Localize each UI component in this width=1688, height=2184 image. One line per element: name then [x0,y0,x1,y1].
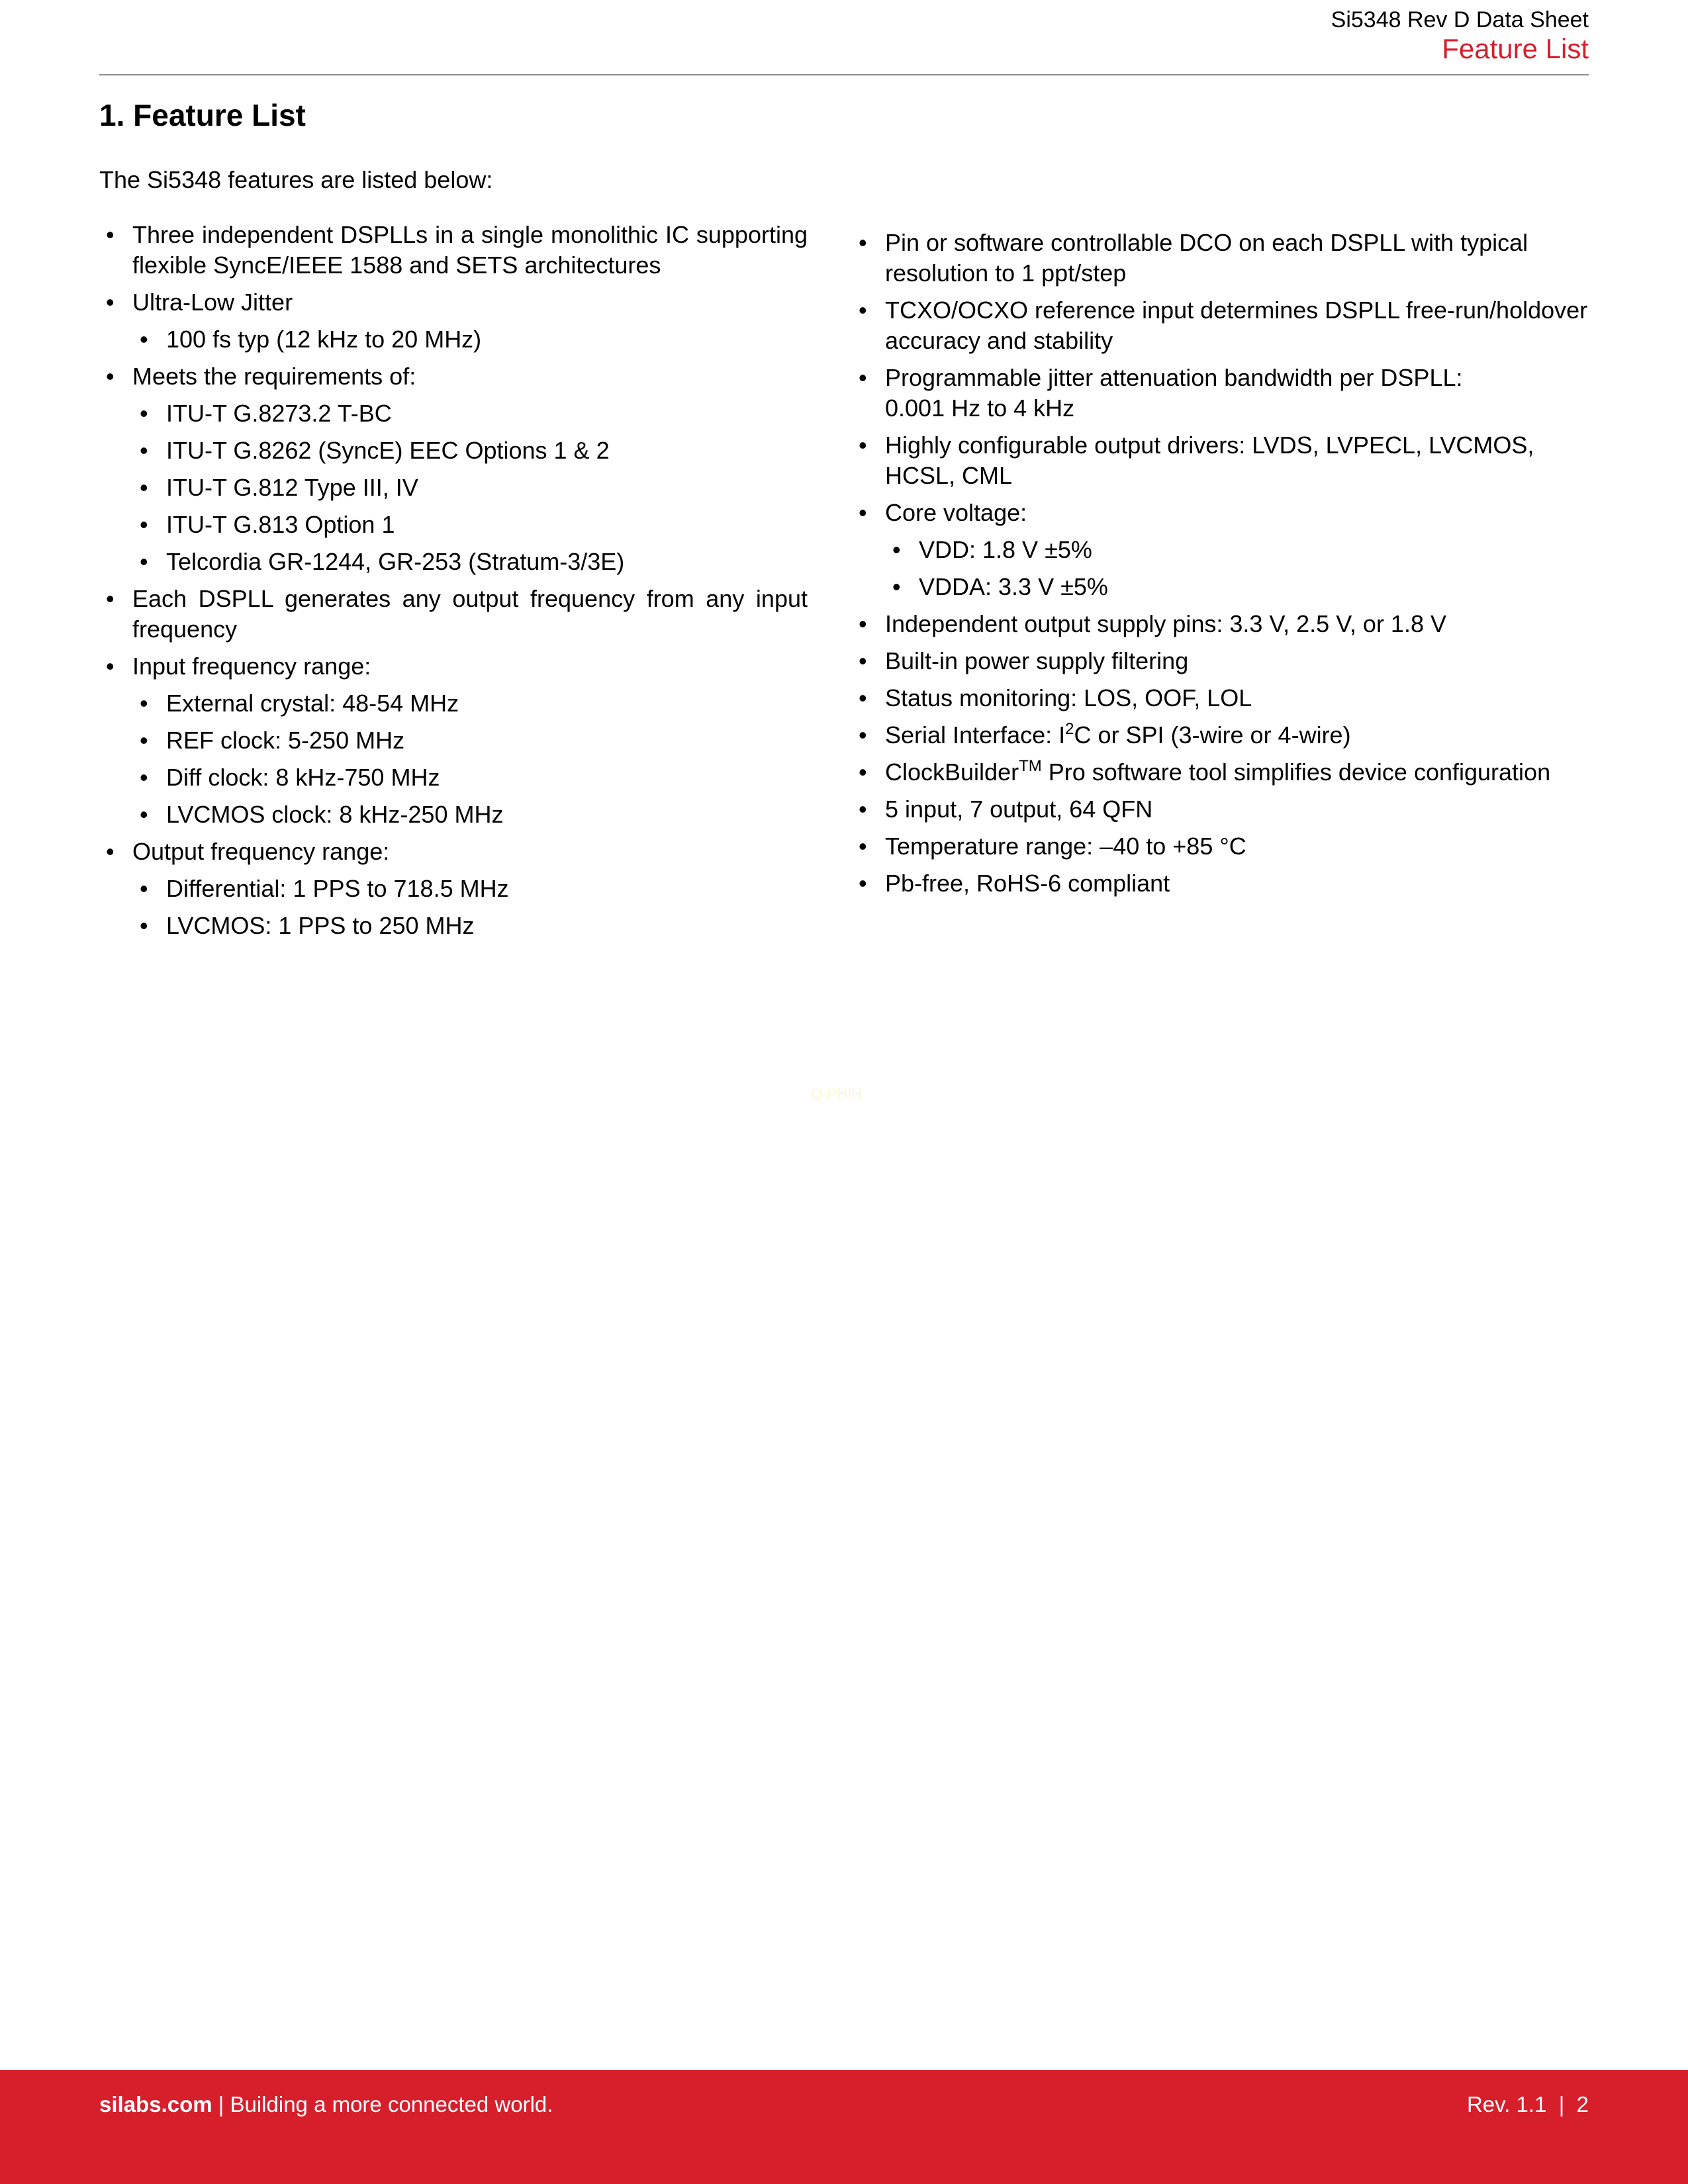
feature-item: • Input frequency range: [99,651,808,682]
document-title: Si5348 Rev D Data Sheet [1331,7,1589,32]
page-heading: 1. Feature List [99,98,306,132]
feature-subitem: • 100 fs typ (12 kHz to 20 MHz) [133,324,808,355]
intro-text: The Si5348 features are listed below: [99,166,493,193]
feature-text: Pro software tool simplifies device configuration [1041,758,1551,786]
feature-item-line: Programmable jitter attenuation bandwidth per DSPLL: [885,364,1463,391]
page-footer [0,2070,1688,2184]
feature-item: • Temperature range: –40 to +85 °C [852,831,1590,862]
feature-item: • Output frequency range: [99,837,808,867]
feature-subitem: • REF clock: 5-250 MHz [133,725,808,756]
feature-item: • Pb-free, RoHS-6 compliant [852,868,1590,899]
feature-item: • 5 input, 7 output, 64 QFN [852,794,1590,825]
header-divider [99,74,1589,75]
feature-item: • Ultra-Low Jitter [99,287,808,318]
revision-page-number: Rev. 1.1 | 2 [1466,2092,1589,2116]
feature-item [852,720,1590,751]
feature-item [852,757,1590,788]
feature-subitem: • VDD: 1.8 V ±5% [886,535,1590,565]
feature-item-line: 0.001 Hz to 4 kHz [885,394,1075,422]
feature-item: • Three independent DSPLLs in a single monolithic IC supporting flexible SyncE/IEEE 1588 and SETS architectures [99,220,808,281]
section-name: Feature List [1442,33,1589,64]
page-header [99,7,1589,65]
feature-item: • Status monitoring: LOS, OOF, LOL [852,683,1590,713]
feature-item: • Core voltage: [852,498,1590,528]
tagline-text: | Building a more connected world. [212,2092,553,2116]
feature-subitem: • ITU-T G.8262 (SyncE) EEC Options 1 & 2 [133,435,808,466]
feature-item: • TCXO/OCXO reference input determines DSPLL free-run/holdover accuracy and stability [852,295,1590,356]
feature-subitem: • Telcordia GR-1244, GR-253 (Stratum-3/3E) [133,547,808,577]
feature-subitem: • Differential: 1 PPS to 718.5 MHz [133,874,808,904]
feature-list-right [852,228,1590,905]
feature-item [852,363,1590,424]
feature-text: Serial Interface: I [885,721,1066,749]
trademark-superscript: TM [1019,757,1042,775]
feature-list-left [99,220,808,948]
feature-text: C or SPI (3-wire or 4-wire) [1074,721,1351,749]
feature-subitem: • ITU-T G.8273.2 T-BC [133,398,808,429]
site-link[interactable]: silabs.com [99,2092,212,2116]
feature-subitem: • LVCMOS: 1 PPS to 250 MHz [133,911,808,941]
feature-item: • Highly configurable output drivers: LVDS, LVPECL, LVCMOS, HCSL, CML [852,430,1590,491]
watermark: Q-PHIH [811,1085,862,1102]
feature-item: • Pin or software controllable DCO on each DSPLL with typical resolution to 1 ppt/step [852,228,1590,289]
feature-item: • Independent output supply pins: 3.3 V, 2.5 V, or 1.8 V [852,609,1590,639]
feature-subitem: • External crystal: 48-54 MHz [133,688,808,719]
feature-subitem: • ITU-T G.812 Type III, IV [133,473,808,503]
feature-subitem: • ITU-T G.813 Option 1 [133,510,808,540]
feature-text: ClockBuilder [885,758,1019,786]
feature-subitem: • LVCMOS clock: 8 kHz-250 MHz [133,799,808,830]
feature-item: • Meets the requirements of: [99,361,808,392]
footer-tagline [99,2091,553,2118]
feature-item: • Each DSPLL generates any output frequency from any input frequency [99,584,808,645]
superscript: 2 [1065,720,1074,738]
feature-item: • Built-in power supply filtering [852,646,1590,676]
feature-subitem: • VDDA: 3.3 V ±5% [886,572,1590,602]
feature-subitem: • Diff clock: 8 kHz-750 MHz [133,762,808,793]
